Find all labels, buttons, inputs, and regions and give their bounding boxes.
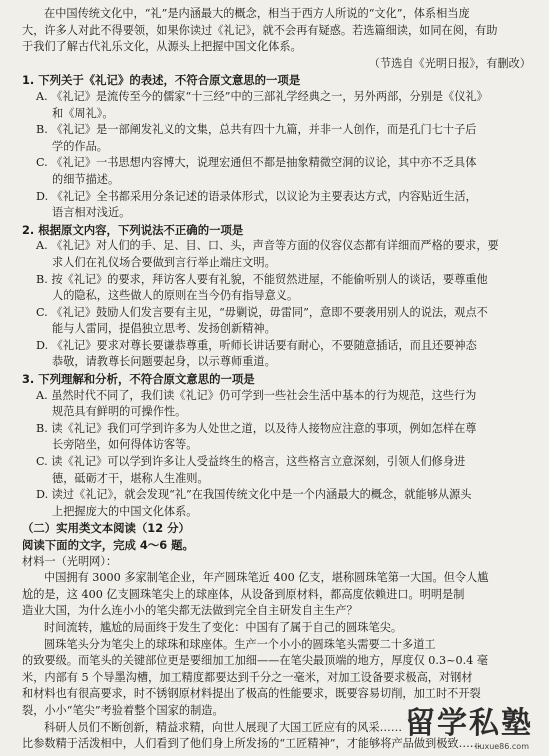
watermark-url: liuxue86.com — [474, 742, 529, 751]
passage-tail — [22, 6, 531, 72]
material-line: 比参数精于活泼相中，人们看到了他们身上所发扬的“工匠精神”，才能够将产品做到极致…… — [22, 737, 481, 751]
passage-line: 于我们了解古代礼乐文化，从源头上把握中国文化体系。 — [22, 40, 302, 54]
option-a-cont: 和《周礼》。 — [52, 106, 114, 120]
option-a: A. 《礼记》是流传至今的儒家“十三经”中的三部礼学经典之一，另外两部，分别是《仪礼》 — [36, 89, 488, 103]
material-line: 造业大国，为什么连小小的笔尖都无法做到完全自主研发自主生产？ — [22, 604, 358, 618]
instruction: 阅读下面的文字，完成 4～6 题。 — [22, 538, 194, 552]
option-c-cont: 的细节描述。 — [52, 172, 120, 186]
option-b: B. 按《礼记》的要求，拜访客人要有礼貌，不能贸然进屋，不能偷听别人的谈话，要尊重他 — [36, 272, 488, 286]
option-b: B. 《礼记》是一部阐发礼义的文集，总共有四十九篇，并非一人创作，而是孔门七十子后 — [36, 123, 477, 137]
material-line: 时间流转，尴尬的局面终于发生了变化：中国有了属于自己的圆珠笔尖。 — [44, 620, 403, 634]
question-stem: 2. 根据原文内容，下列说法不正确的一项是 — [22, 222, 244, 237]
material-line: 尬的是，这 400 亿支圆珠笔尖上的球座体，从设备到原材料，都高度依赖进口。明明是制 — [22, 587, 465, 601]
question-stem: 1. 下列关于《礼记》的表述，不符合原文意思的一项是 — [22, 73, 301, 88]
material-line: 圆珠笔头分为笔尖上的球珠和球座体。生产一个小小的圆珠笔头需要二十多道工 — [44, 637, 436, 651]
question-2 — [22, 222, 531, 371]
option-c-cont: 德，砥砺才干，堪称人生准则。 — [52, 471, 209, 485]
passage-line: 在中国传统文化中，“礼”是内涵最大的概念，相当于西方人所说的“文化”，体系相当庞 — [44, 7, 470, 20]
option-b: B. 读《礼记》我们可学到许多为人处世之道，以及待人接物应注意的事项，例如怎样在尊 — [36, 421, 477, 435]
option-c: C. 《礼记》一书思想内容博大，说理宏通但不都是抽象精微空洞的议论，其中亦不乏具体 — [36, 156, 477, 170]
material-line: 裂，小小“笔尖”考验着整个国家的制造。 — [22, 703, 224, 717]
option-d: D. 《礼记》要求对尊长要谦恭尊重，听师长讲话要有耐心，不要随意插话，而且还要神态 — [36, 338, 477, 352]
option-b-cont: 人的隐私，这些做人的原则在当今仍有指导意义。 — [52, 289, 299, 303]
option-c: C. 读《礼记》可以学到许多让人受益终生的格言，这些格言立意深刻，引领人们修身进 — [36, 455, 466, 469]
material-line: 科研人员们不断创新，精益求精，向世人展现了大国工匠应有的风采…… — [44, 720, 403, 734]
section-heading: （二）实用类文本阅读（12 分） — [22, 521, 190, 536]
option-d-cont: 恭敬，请教尊长问题要起身，以示尊师重道。 — [52, 355, 276, 369]
passage-line: 大，许多人对此不得要领，如果你读过《礼记》，就不会再有疑惑。若选篇细读，如同在阅，有助 — [22, 23, 498, 37]
option-d: D. 读过《礼记》，就会发现“礼”在我国传统文化中是一个内涵最大的概念，就能够从源头 — [36, 488, 472, 502]
option-c: C. 《礼记》鼓励人们发言要有主见，“毋剿说，毋雷同”，意即不要袭用别人的说法，观点不 — [36, 305, 488, 319]
question-1 — [22, 72, 531, 221]
option-d-cont: 语言相对浅近。 — [52, 206, 131, 220]
option-d-cont: 上把握庞大的中国文化体系。 — [52, 504, 198, 518]
option-a-cont: 规范具有鲜明的可操作性。 — [52, 405, 187, 419]
option-a: A. 虽然时代不同了，我们读《礼记》仍可学到一些社会生活中基本的行为规范，这些行为 — [36, 388, 477, 402]
option-a: A. 《礼记》对人们的手、足、目、口、头，声音等方面的仪容仪态都有详细而严格的要求，要 — [36, 239, 499, 253]
option-a-cont: 求人们在礼仪场合要做到言行举止端庄文明。 — [52, 255, 276, 269]
material-label: 材料一（光明网）： — [22, 554, 118, 568]
source-note: （节选自《光明日报》，有删改） — [368, 56, 531, 70]
material-line: 的致要级。而笔头的关键部位更是要细加工加细——在笔尖最顶端的地方，厚度仅 0.3~0.4 毫 — [22, 654, 489, 668]
option-d: D. 《礼记》全书都采用分条记述的语录体形式，以议论为主要表达方式，内容贴近生活， — [36, 189, 477, 203]
option-b-cont: 长旁陪坐，如何得体访客等。 — [52, 438, 198, 452]
option-c-cont: 能与人雷同，提倡独立思考、发扬创新精神。 — [52, 322, 276, 336]
watermark-text: 留学私塾 — [405, 706, 533, 741]
question-3 — [22, 371, 531, 520]
watermark-logo — [393, 706, 543, 752]
material-line: 米，内部有 5 个导墨沟槽，加工精度都要达到千分之一毫米，对加工设备要求极高，对钢材 — [22, 670, 473, 684]
material-line: 中国拥有 3000 多家制笔企业，年产圆珠笔近 400 亿支，堪称圆珠笔第一大国。但令人尴 — [44, 571, 489, 585]
material-line: 和材料也有很高要求，时不锈钢原材料提出了极高的性能要求，既要容易切削，加工时不开裂 — [22, 687, 481, 701]
question-stem: 3. 下列理解和分析，不符合原文意思的一项是 — [22, 372, 255, 387]
option-b-cont: 学的作品。 — [52, 139, 108, 153]
